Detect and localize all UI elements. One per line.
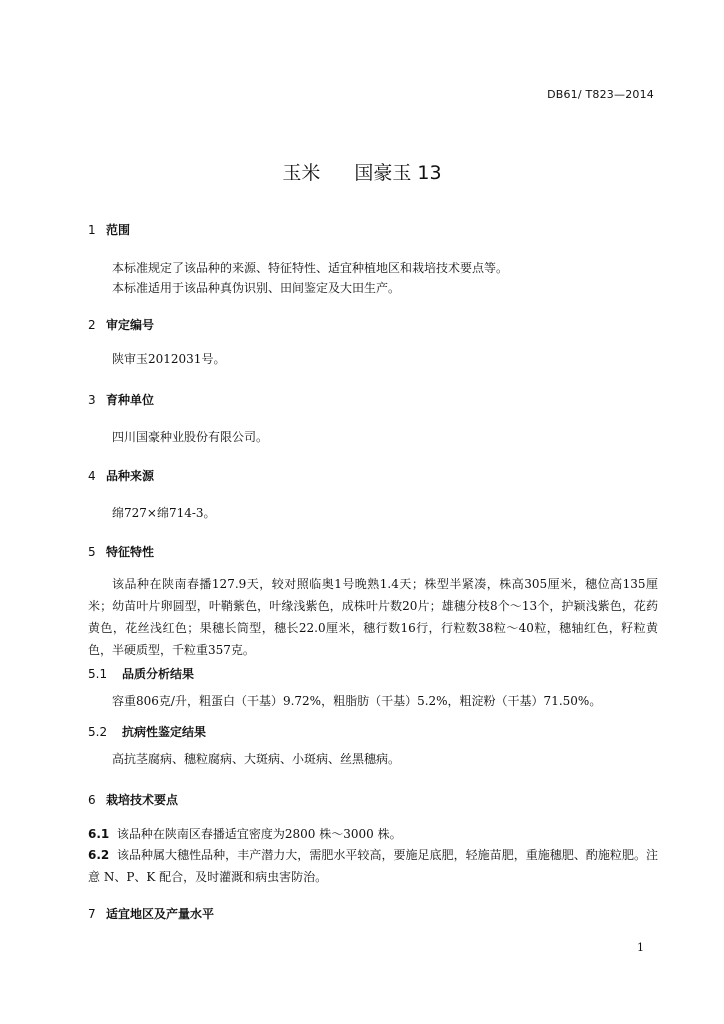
quality-results: 容重806克/升，粗蛋白（干基）9.72%，粗脂肪（干基）5.2%，粗淀粉（干基）71.50%。 — [112, 694, 602, 708]
section-heading-5 — [88, 543, 154, 560]
section-title: 品种来源 — [106, 469, 155, 483]
standard-code: DB61/ T823—2014 — [547, 88, 654, 101]
variety-source: 绵727×绵714-3。 — [112, 506, 216, 520]
section-number: 7 — [88, 907, 96, 921]
title-variety: 国豪玉 13 — [354, 162, 442, 184]
section-heading-5-1 — [88, 665, 194, 682]
section-heading-5-2 — [88, 723, 206, 740]
section-heading-3 — [88, 391, 154, 408]
section-title: 审定编号 — [106, 318, 155, 332]
cultivation-item-6-2 — [88, 844, 658, 888]
section-number: 6 — [88, 793, 96, 807]
section-number: 4 — [88, 469, 96, 483]
scope-line-2: 本标准适用于该品种真伪识别、田间鉴定及大田生产。 — [112, 281, 401, 295]
section-number: 5.2 — [88, 725, 108, 739]
item-number: 6.1 — [88, 827, 110, 841]
section-title: 育种单位 — [106, 393, 155, 407]
section-heading-4 — [88, 467, 154, 484]
scope-line-1: 本标准规定了该品种的来源、特征特性、适宜种植地区和栽培技术要点等。 — [112, 261, 509, 275]
item-text: 该品种在陕南区春播适宜密度为2800 株～3000 株。 — [116, 827, 402, 841]
section-title: 栽培技术要点 — [106, 793, 179, 807]
section-title: 抗病性鉴定结果 — [122, 725, 207, 739]
section-number: 5 — [88, 545, 96, 559]
section-title: 特征特性 — [106, 545, 155, 559]
title-crop: 玉米 — [282, 162, 321, 184]
item-text: 该品种属大穗性品种，丰产潜力大，需肥水平较高，要施足底肥，轻施苗肥，重施穗肥、酌施粒肥。注意 N、P、K 配合，及时灌溉和病虫害防治。 — [88, 848, 658, 884]
characteristics-paragraph: 该品种在陕南春播127.9天，较对照临奥1号晚熟1.4天；株型半紧凑，株高305厘米，穗位高135厘米；幼苗叶片卵圆型，叶鞘紫色，叶缘浅紫色，成株叶片数20片；雄穗分枝8个～13个，护颖浅紫色，花药黄色，花丝浅红色；果穗长筒型，穗长22.0厘米，穗行数16行，行粒数38粒～40粒，穗轴红色，籽粒黄色，半硬质型，千粒重357克。 — [88, 577, 658, 657]
approval-number: 陕审玉2012031号。 — [112, 352, 226, 366]
page-title — [0, 158, 724, 185]
section-heading-1 — [88, 221, 130, 238]
section-title: 范围 — [106, 223, 131, 237]
item-number: 6.2 — [88, 848, 110, 862]
section-title: 品质分析结果 — [122, 667, 195, 681]
section-heading-6 — [88, 791, 178, 808]
section-title: 适宜地区及产量水平 — [106, 907, 215, 921]
section-heading-7 — [88, 905, 214, 922]
page-number: 1 — [637, 941, 644, 954]
breeding-unit: 四川国豪种业股份有限公司。 — [112, 430, 269, 444]
section-number: 5.1 — [88, 667, 108, 681]
disease-resistance: 高抗茎腐病、穗粒腐病、大斑病、小斑病、丝黑穗病。 — [112, 752, 401, 766]
section-number: 1 — [88, 223, 96, 237]
section-number: 3 — [88, 393, 96, 407]
section-heading-2 — [88, 316, 154, 333]
cultivation-item-6-1 — [88, 823, 658, 845]
section-number: 2 — [88, 318, 96, 332]
